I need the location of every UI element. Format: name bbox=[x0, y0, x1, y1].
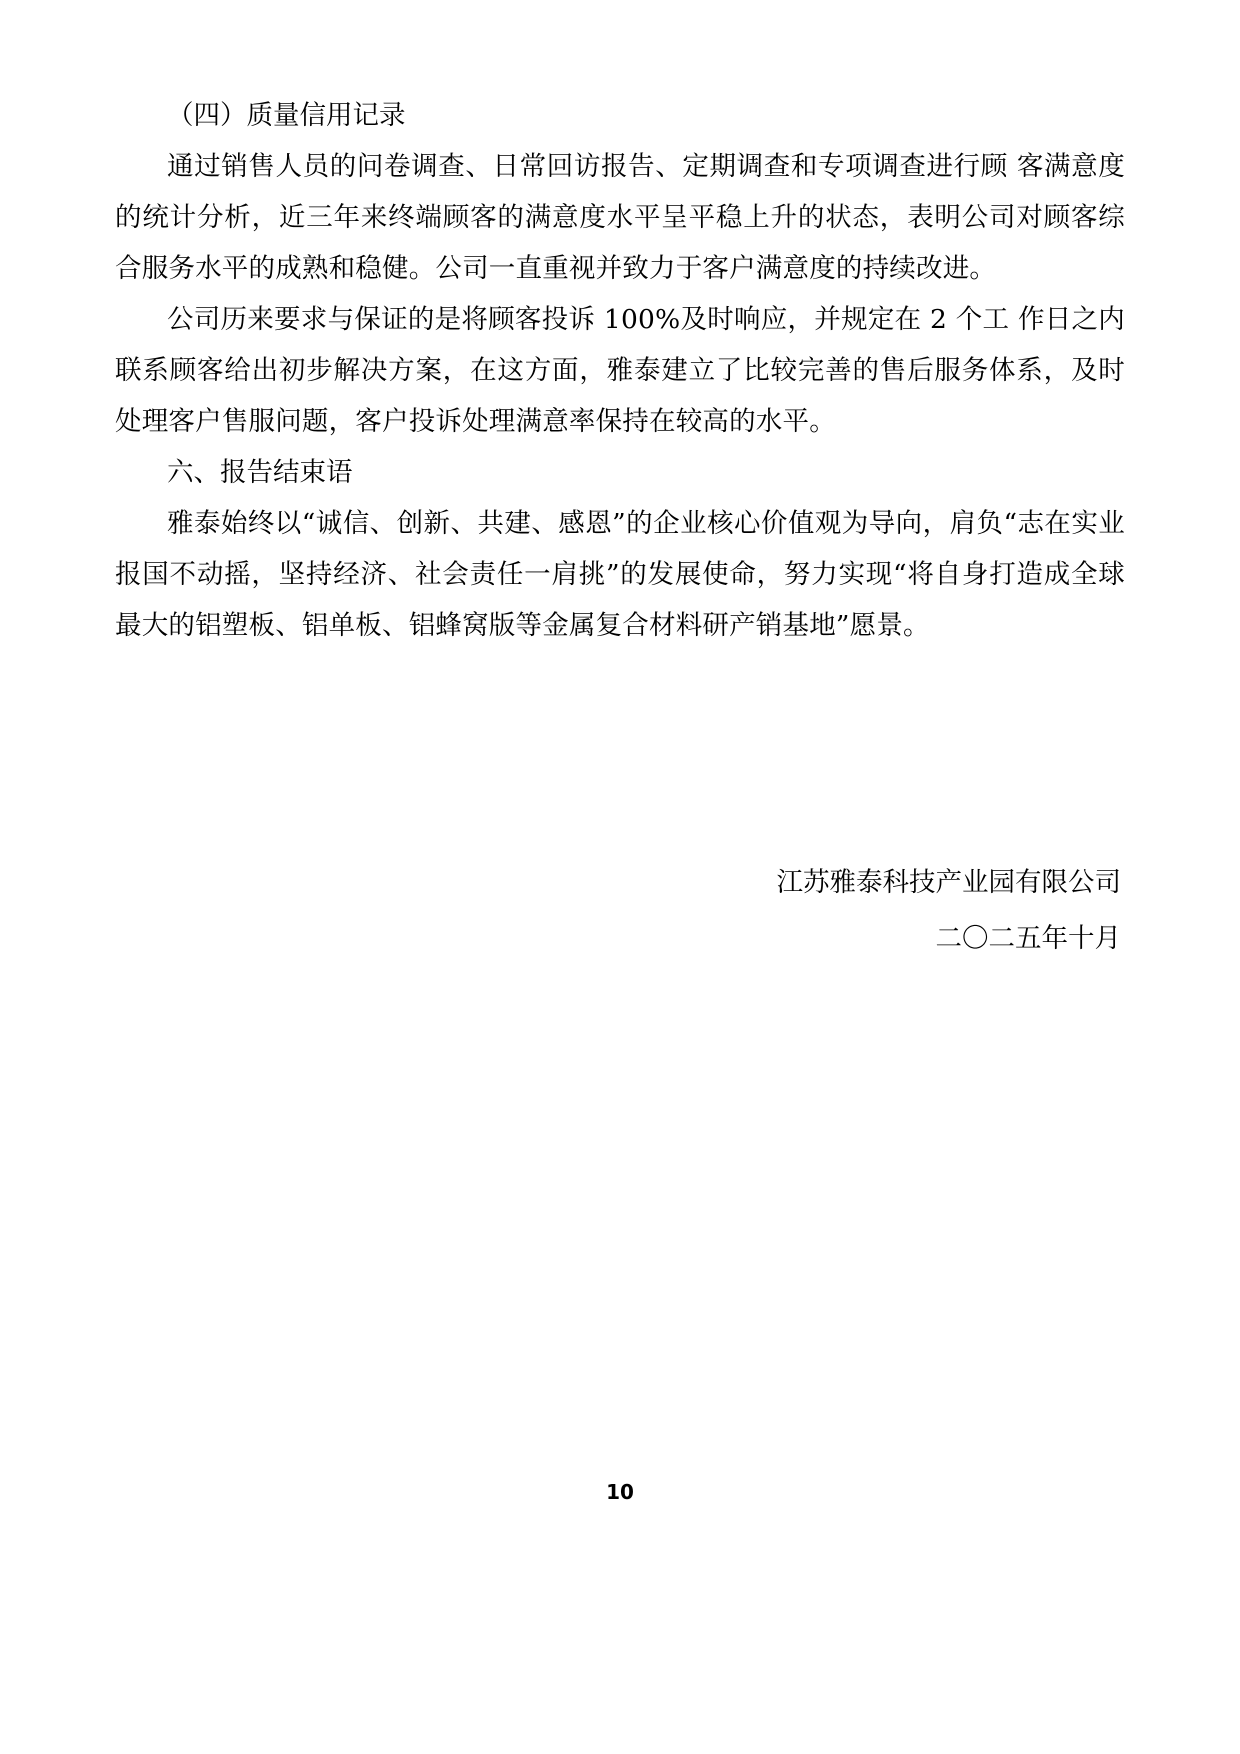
document-body bbox=[115, 90, 1125, 651]
page-number: 10 bbox=[606, 1480, 634, 1504]
chapter-heading-conclusion: 六、报告结束语 bbox=[167, 457, 353, 488]
paragraph-customer-satisfaction: 通过销售人员的问卷调查、日常回访报告、定期调查和专项调查进行顾 客满意度的统计分析，近三年来终端顾客的满意度水平呈平稳上升的状态，表明公司对顾客综合服务水平的成熟和稳健。公司一直重视并致力于客户满意度的持续改进。 bbox=[115, 151, 1125, 284]
signature-block bbox=[115, 855, 1125, 967]
paragraph-closing-statement: 雅泰始终以“诚信、创新、共建、感恩”的企业核心价值观为导向，肩负“志在实业报国不动摇，坚持经济、社会责任一肩挑”的发展使命，努力实现“将自身打造成全球最大的铝塑板、铝单板、铝蜂窝版等金属复合材料研产销基地”愿景。 bbox=[115, 508, 1125, 641]
signature-company: 江苏雅泰科技产业园有限公司 bbox=[776, 867, 1121, 898]
section-heading: （四）质量信用记录 bbox=[167, 100, 406, 131]
paragraph-complaint-response: 公司历来要求与保证的是将顾客投诉 100%及时响应，并规定在 2 个工 作日之内联系顾客给出初步解决方案，在这方面，雅泰建立了比较完善的售后服务体系，及时处理客户售服问题，客户投诉处理满意率保持在较高的水平。 bbox=[115, 304, 1125, 437]
signature-date: 二〇二五年十月 bbox=[935, 923, 1121, 954]
